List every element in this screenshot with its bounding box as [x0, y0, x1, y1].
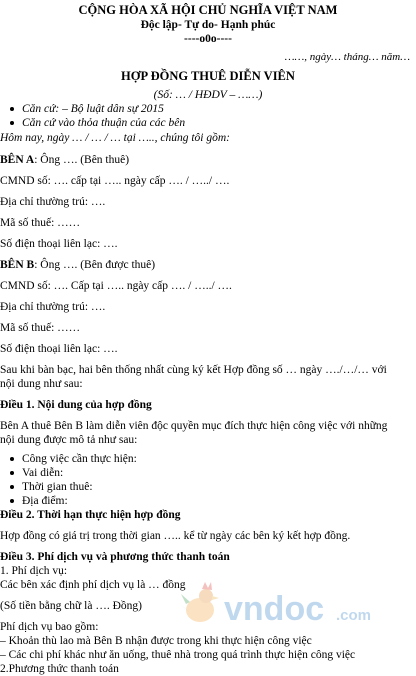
party-b-phone: Số điện thoại liên lạc: …. [0, 343, 118, 355]
agreement-line-1: Sau khi bàn bạc, hai bên thống nhất cùng ký kết Hợp đồng số … ngày …./…/… với [0, 364, 387, 376]
article-1-item: Thời gian thuê: [22, 481, 93, 493]
article-1-item: Vai diễn: [22, 467, 64, 479]
bullet-icon [10, 107, 14, 111]
bullet-icon [10, 499, 14, 503]
date-line: ……, ngày… tháng… năm… [284, 51, 410, 63]
agreement-line-2: nội dung như sau: [0, 378, 83, 390]
article-3-sub-1: 1. Phí dịch vụ: [0, 565, 68, 577]
bullet-icon [10, 485, 14, 489]
rooster-icon [180, 574, 410, 638]
fee-line: Các bên xác định phí dịch vụ là … đồng [0, 579, 186, 591]
today-line: Hôm nay, ngày … / … / … tại ….., chúng tôi gồm: [0, 132, 230, 144]
party-a-line [0, 153, 129, 167]
ornament-divider: ----o0o---- [184, 33, 232, 45]
fee-in-words: (Số tiền bằng chữ là …. Đồng) [0, 600, 142, 612]
article-2-heading: Điều 2. Thời hạn thực hiện hợp đồng [0, 509, 181, 521]
article-3-sub-2: 2.Phương thức thanh toán [0, 663, 119, 675]
watermark-text: vndoc [224, 590, 325, 628]
contract-number: (Số: … / HĐDV – ……) [153, 89, 263, 101]
party-b-id: CMND số: …. Cấp tại ….. ngày cấp …. / …../ …. [0, 280, 232, 292]
basis-line-1: Căn cứ: – Bộ luật dân sự 2015 [22, 103, 164, 115]
party-b-name: : Ông …. (Bên được thuê) [34, 259, 156, 271]
party-a-phone: Số điện thoại liên lạc: …. [0, 238, 118, 250]
party-b-label: BÊN B [0, 259, 35, 271]
party-a-tax-code: Mã số thuế: …… [0, 217, 81, 229]
party-a-address: Địa chỉ thường trú: …. [0, 196, 106, 208]
party-a-label: BÊN A [0, 154, 35, 166]
article-1-item: Công việc cần thực hiện: [22, 453, 137, 465]
watermark-logo [180, 574, 410, 638]
party-b-tax-code: Mã số thuế: …… [0, 322, 81, 334]
national-motto: Độc lập- Tự do- Hạnh phúc [140, 19, 276, 31]
fee-item-2: – Các chi phí khác như ăn uống, thuê nhà trong quá trình thực hiện công việc [0, 649, 356, 661]
fee-item-1: – Khoản thù lao mà Bên B nhận được trong khi thực hiện công việc [0, 635, 312, 647]
bullet-icon [10, 457, 14, 461]
contract-title: HỢP ĐỒNG THUÊ DIỄN VIÊN [121, 69, 295, 83]
party-a-id: CMND số: …. cấp tại ….. ngày cấp …. / …../ …. [0, 175, 230, 187]
party-b-address: Địa chỉ thường trú: …. [0, 301, 106, 313]
basis-line-2: Căn cứ vào thỏa thuận của các bên [22, 117, 186, 129]
article-2-text: Hợp đồng có giá trị trong thời gian ….. kể từ ngày các bên ký kết hợp đồng. [0, 530, 351, 542]
article-1-heading: Điều 1. Nội dung của hợp đồng [0, 399, 152, 411]
watermark-suffix: .com [336, 607, 372, 624]
article-1-line-1: Bên A thuê Bên B làm diễn viên độc quyền mục đích thực hiện công việc với những [0, 420, 388, 432]
article-3-heading: Điều 3. Phí dịch vụ và phương thức thanh toán [0, 551, 230, 563]
bullet-icon [10, 121, 14, 125]
party-a-name: : Ông …. (Bên thuê) [34, 154, 130, 166]
national-title: CỘNG HÒA XÃ HỘI CHỦ NGHĨA VIỆT NAM [78, 3, 338, 17]
bullet-icon [10, 471, 14, 475]
party-b-line [0, 258, 155, 272]
article-1-line-2: nội dung được mô tả như sau: [0, 434, 138, 446]
fee-includes: Phí dịch vụ bao gồm: [0, 621, 99, 633]
article-1-item: Địa điểm: [22, 495, 68, 507]
